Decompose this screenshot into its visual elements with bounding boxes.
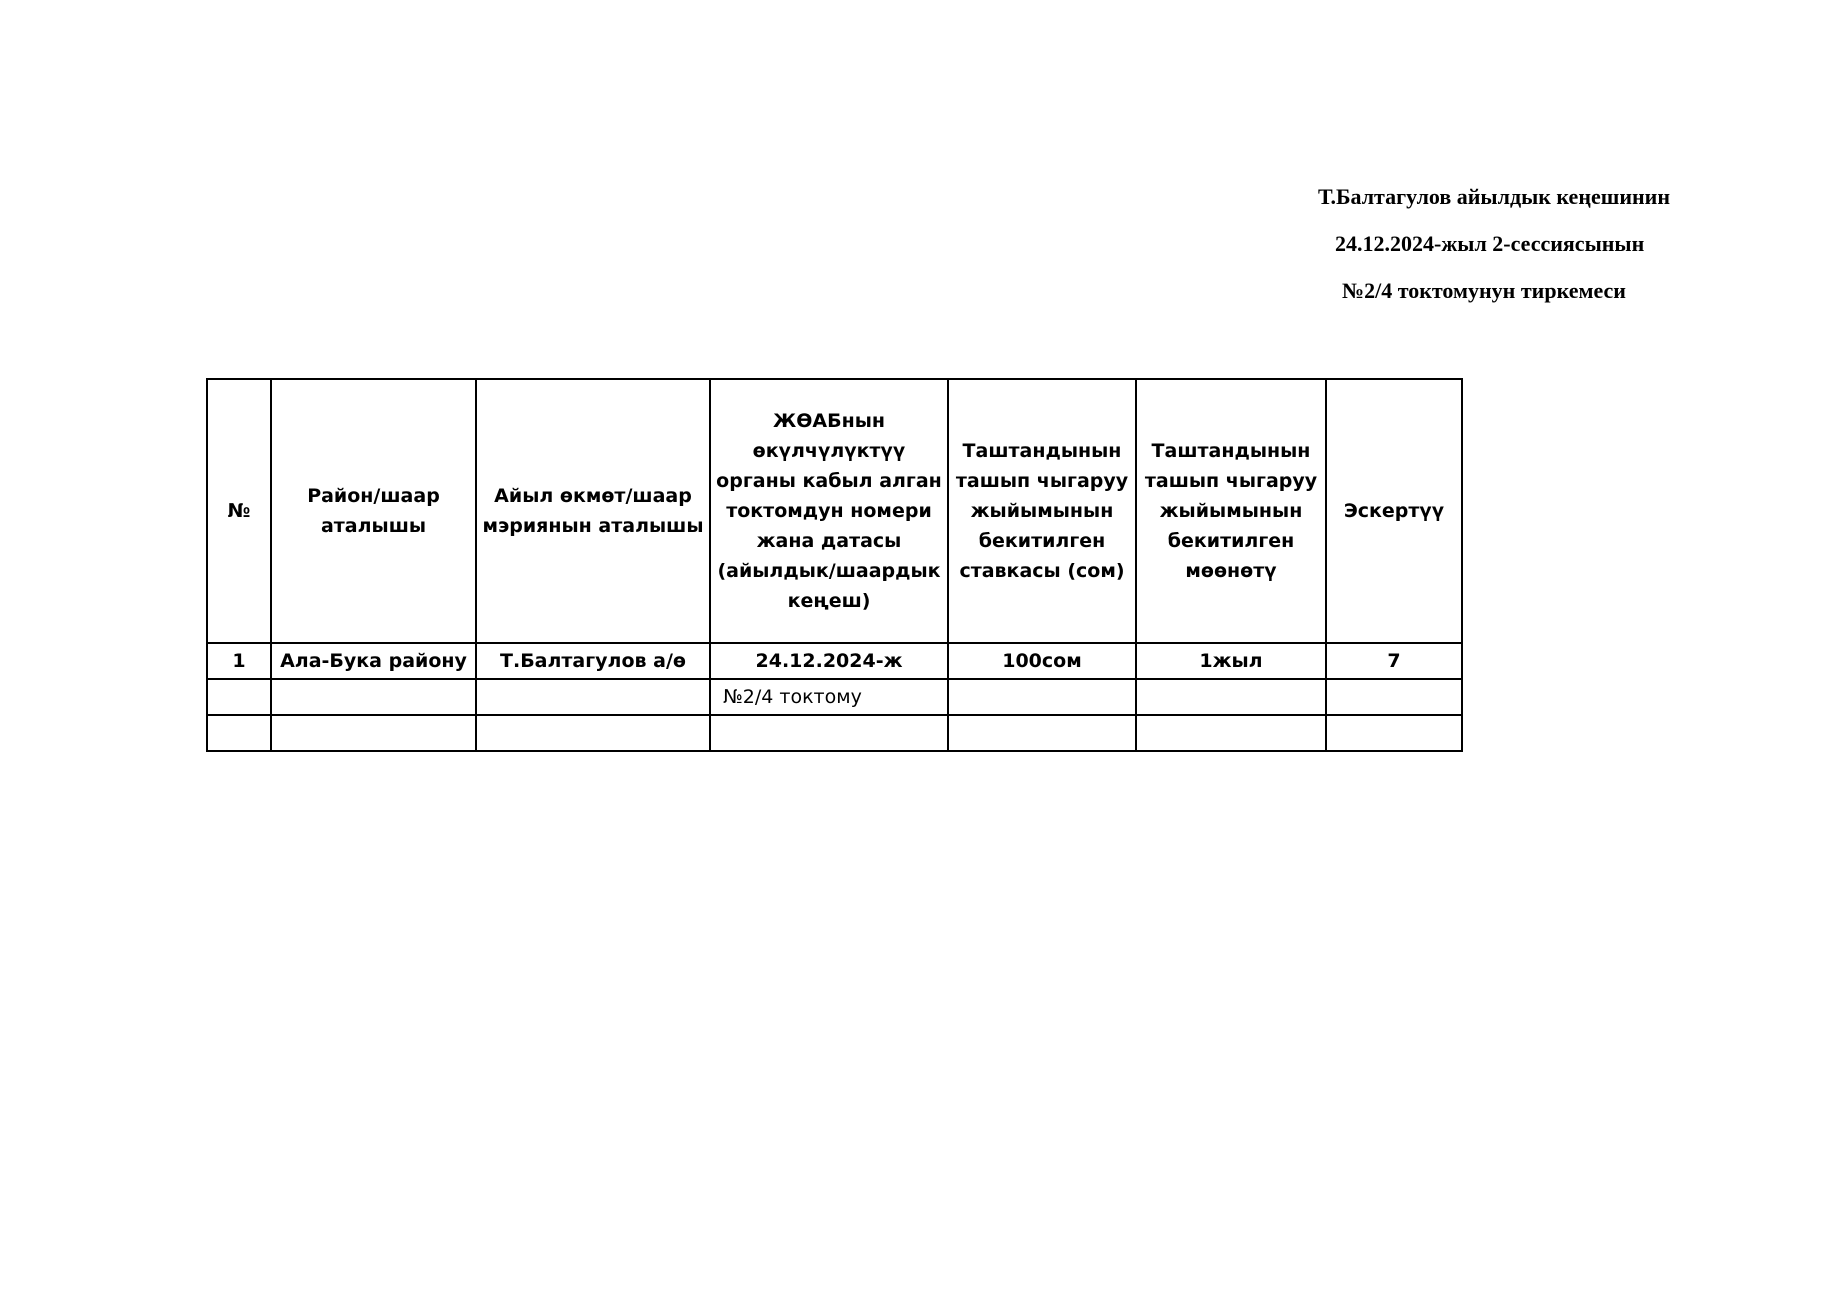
cell-municipality: Т.Балтагулов а/ө: [476, 643, 710, 679]
header-resolution: ЖӨАБнын өкүлчүлүктүү органы кабыл алган токтомдун номери жана датасы (айылдык/шаардык кеңеш): [710, 379, 948, 643]
cell-rate: [948, 715, 1136, 751]
cell-term: [1136, 715, 1326, 751]
cell-number: [207, 715, 271, 751]
cell-note: [1326, 715, 1462, 751]
cell-district: Ала-Бука району: [271, 643, 476, 679]
cell-district: [271, 715, 476, 751]
cell-note: [1326, 679, 1462, 715]
cell-resolution-number: №2/4 токтому: [710, 679, 948, 715]
header-term: Таштандынын ташып чыгаруу жыйымынын бекитилген мөөнөтү: [1136, 379, 1326, 643]
header-note: Эскертүү: [1326, 379, 1462, 643]
appendix-line-session: 24.12.2024-жыл 2-сессиясынын: [1335, 231, 1645, 256]
table-row: [207, 679, 1462, 715]
cell-note: 7: [1326, 643, 1462, 679]
cell-rate: [948, 679, 1136, 715]
tariff-table: [206, 378, 1463, 752]
cell-term: 1жыл: [1136, 643, 1326, 679]
header-rate: Таштандынын ташып чыгаруу жыйымынын бекитилген ставкасы (сом): [948, 379, 1136, 643]
cell-municipality: [476, 679, 710, 715]
cell-resolution-date: [710, 715, 948, 751]
header-district: Район/шаар аталышы: [271, 379, 476, 643]
cell-rate: 100сом: [948, 643, 1136, 679]
cell-district: [271, 679, 476, 715]
header-number: №: [207, 379, 271, 643]
cell-term: [1136, 679, 1326, 715]
appendix-line-resolution: №2/4 токтомунун тиркемеси: [1342, 278, 1626, 303]
table-header-row: [207, 379, 1462, 643]
cell-municipality: [476, 715, 710, 751]
appendix-line-council: Т.Балтагулов айылдык кеңешинин: [1318, 184, 1671, 209]
header-municipality: Айыл өкмөт/шаар мэриянын аталышы: [476, 379, 710, 643]
table-row: [207, 643, 1462, 679]
cell-number: 1: [207, 643, 271, 679]
table-row: [207, 715, 1462, 751]
cell-number: [207, 679, 271, 715]
cell-resolution-date: 24.12.2024-ж: [710, 643, 948, 679]
